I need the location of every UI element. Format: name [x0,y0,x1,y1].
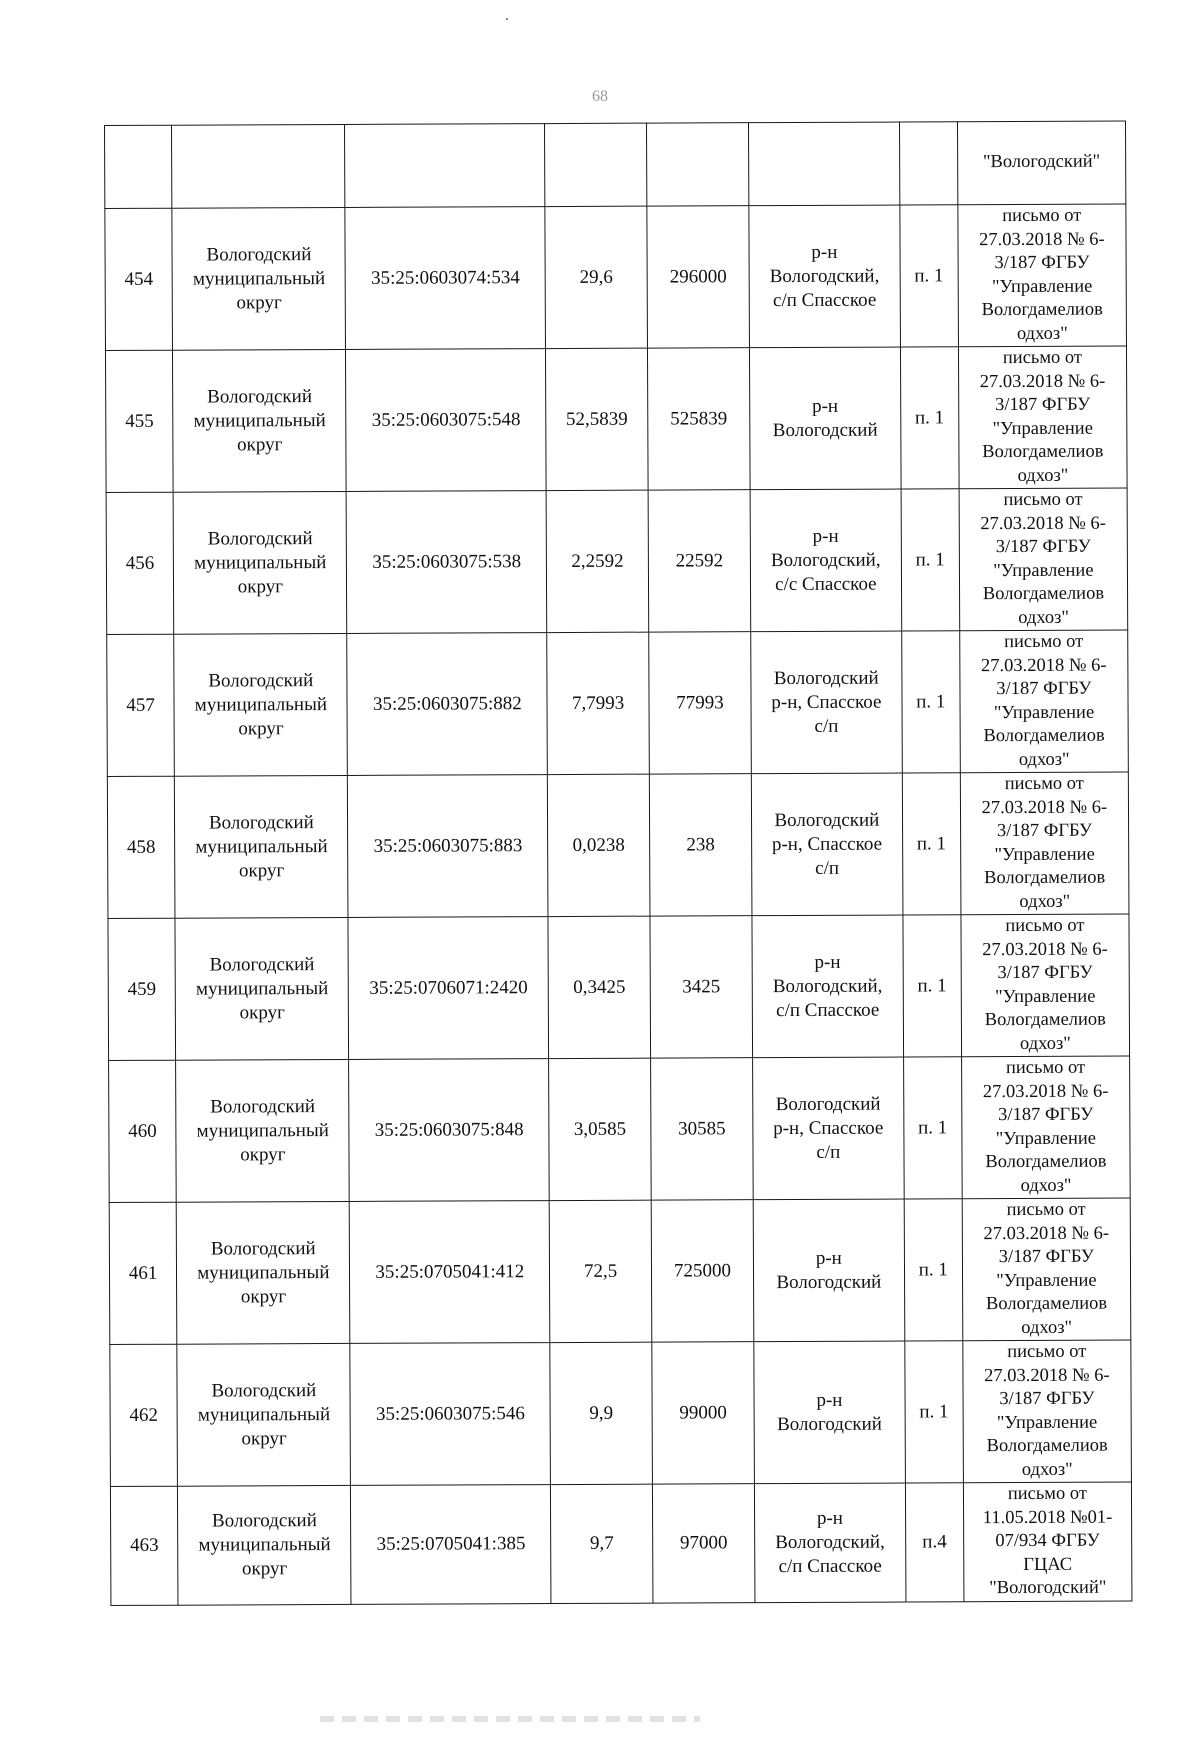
area-m2-cell: 22592 [648,490,751,632]
location-cell: р-н Вологодский, с/п Спасское [749,205,900,348]
area-m2-cell: 296000 [647,206,750,348]
clause-cell: п. 1 [900,205,959,347]
table-row [107,630,1129,776]
area-ha-cell: 0,3425 [548,916,651,1058]
district-cell: Вологодский муниципальный округ [176,1201,350,1344]
district-cell: Вологодский муниципальный округ [172,207,346,350]
row-number: 461 [109,1202,177,1344]
location-cell: р-н Вологодский [753,1199,904,1342]
clause-cell: п. 1 [902,773,961,915]
page-number: 68 [592,88,608,105]
clause-cell: п. 1 [900,347,959,489]
document-cell: письмо от 27.03.2018 № 6- 3/187 ФГБУ "Управление Вологдамелиов одхоз" [962,1198,1131,1341]
area-ha-cell: 72,5 [549,1200,652,1342]
cadastral-number-cell: 35:25:0603074:534 [345,207,545,350]
document-cell: письмо от 27.03.2018 № 6- 3/187 ФГБУ "Управление Вологдамелиов одхоз" [960,630,1129,773]
area-ha-cell: 3,0585 [549,1058,652,1200]
district-cell: Вологодский муниципальный округ [176,1059,350,1202]
row-number: 460 [109,1060,177,1202]
row-number: 454 [105,208,173,350]
cadastral-number-cell: 35:25:0603075:548 [346,349,546,492]
clause-cell: п. 1 [901,631,960,773]
area-m2-cell: 99000 [652,1342,755,1484]
scan-artifact-smudge [320,1716,700,1722]
area-m2-cell: 3425 [650,916,753,1058]
district-cell: Вологодский муниципальный округ [173,491,347,634]
location-cell: р-н Вологодский, с/с Спасское [750,489,901,632]
area-ha-cell: 2,2592 [546,490,649,632]
clause-cell: п. 1 [905,1341,964,1483]
row-number: 463 [110,1486,178,1605]
row-number: 457 [107,634,175,776]
area-m2-cell: 30585 [651,1058,754,1200]
location-cell: р-н Вологодский [749,347,900,490]
cadastral-number-cell: 35:25:0603075:883 [348,775,548,918]
district-cell: Вологодский муниципальный округ [178,1485,352,1604]
document-cell: письмо от 27.03.2018 № 6- 3/187 ФГБУ "Управление Вологдамелиов одхоз" [958,204,1127,347]
cadastral-number-cell: 35:25:0706071:2420 [348,917,548,1060]
table-continuation-row [105,121,1126,208]
document-cell: письмо от 27.03.2018 № 6- 3/187 ФГБУ "Управление Вологдамелиов одхоз" [963,1340,1132,1483]
document-cell: "Вологодский" [957,121,1126,205]
area-ha-cell: 9,7 [551,1484,653,1603]
table-cell [172,124,346,208]
district-cell: Вологодский муниципальный округ [175,917,349,1060]
cadastral-number-cell: 35:25:0603075:882 [347,633,547,776]
location-cell: р-н Вологодский [754,1341,905,1484]
table-row [108,914,1130,1060]
location-cell: Вологодский р-н, Спасское с/п [753,1057,904,1200]
location-cell: Вологодский р-н, Спасское с/п [751,773,902,916]
cadastral-number-cell: 35:25:0603075:546 [350,1343,550,1486]
cadastral-number-cell: 35:25:0603075:848 [349,1059,549,1202]
row-number: 456 [106,492,174,634]
document-cell: письмо от 27.03.2018 № 6- 3/187 ФГБУ "Управление Вологдамелиов одхоз" [958,346,1127,489]
district-cell: Вологодский муниципальный округ [175,775,349,918]
area-ha-cell: 9,9 [550,1342,653,1484]
table-cell [105,125,173,208]
table-row [110,1482,1132,1605]
document-cell: письмо от 27.03.2018 № 6- 3/187 ФГБУ "Управление Вологдамелиов одхоз" [961,914,1130,1057]
area-m2-cell: 238 [649,774,752,916]
area-m2-cell: 97000 [652,1484,754,1603]
table-row [107,772,1129,918]
area-m2-cell: 525839 [648,348,751,490]
row-number: 455 [105,350,173,492]
document-cell: письмо от 27.03.2018 № 6- 3/187 ФГБУ "Управление Вологдамелиов одхоз" [961,1056,1130,1199]
table-cell [647,123,749,206]
table-row [105,204,1127,350]
table-row [109,1056,1131,1202]
document-cell: письмо от 11.05.2018 №01- 07/934 ФГБУ ГЦАС "Вологодский" [963,1482,1132,1601]
table-cell [748,122,899,206]
area-m2-cell: 725000 [651,1200,754,1342]
clause-cell: п.4 [905,1483,964,1602]
district-cell: Вологодский муниципальный округ [173,349,347,492]
cadastral-number-cell: 35:25:0705041:412 [350,1201,550,1344]
district-cell: Вологодский муниципальный округ [174,633,348,776]
table-row [110,1340,1132,1486]
cadastral-number-cell: 35:25:0603075:538 [347,491,547,634]
document-cell: письмо от 27.03.2018 № 6- 3/187 ФГБУ "Управление Вологдамелиов одхоз" [959,488,1128,631]
document-cell: письмо от 27.03.2018 № 6- 3/187 ФГБУ "Управление Вологдамелиов одхоз" [960,772,1129,915]
clause-cell: п. 1 [903,915,962,1057]
location-cell: р-н Вологодский, с/п Спасское [754,1483,905,1602]
district-cell: Вологодский муниципальный округ [177,1343,351,1486]
scan-artifact-dot [506,18,508,20]
location-cell: р-н Вологодский, с/п Спасское [752,915,903,1058]
clause-cell: п. 1 [901,489,960,631]
row-number: 458 [107,776,175,918]
area-m2-cell: 77993 [649,632,752,774]
clause-cell: п. 1 [903,1057,962,1199]
table-cell [545,123,647,206]
area-ha-cell: 52,5839 [546,348,649,490]
table-row [106,488,1128,634]
area-ha-cell: 0,0238 [548,774,651,916]
row-number: 462 [110,1344,178,1486]
location-cell: Вологодский р-н, Спасское с/п [751,631,902,774]
cadastral-number-cell: 35:25:0705041:385 [351,1485,551,1604]
table-row [109,1198,1131,1344]
land-plots-table [104,121,1132,1606]
table-cell [345,124,545,208]
clause-cell: п. 1 [904,1199,963,1341]
table-cell [899,122,957,205]
area-ha-cell: 7,7993 [547,632,650,774]
table-row [105,346,1127,492]
area-ha-cell: 29,6 [545,206,648,348]
row-number: 459 [108,918,176,1060]
